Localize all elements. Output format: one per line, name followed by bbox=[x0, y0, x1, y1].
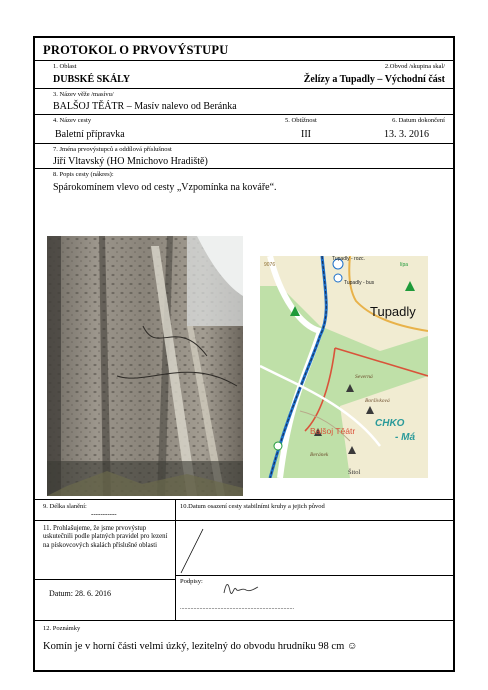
map-chko2-label: - Má bbox=[395, 432, 415, 443]
map-borsivkova-label: Boršívková bbox=[365, 398, 390, 404]
osazeni-label: 10.Datum osazení cesty stabilními kruhy a jejich původ bbox=[180, 503, 325, 510]
slaneni-label: 9. Délka slanění: bbox=[43, 503, 87, 510]
obvod-label: 2.Obvod /skupina skal/ bbox=[384, 63, 445, 70]
popis-value: Spárokomínem vlevo od cesty „Vzpomínka na kováře“. bbox=[53, 182, 277, 193]
podpisy-label: Podpisy: bbox=[180, 578, 203, 585]
vez-value: BALŠOJ TĚÁTR – Masív nalevo od Beránka bbox=[53, 101, 237, 112]
map-bus1-label: Tupadly - rozc. bbox=[332, 256, 365, 262]
tower-row bbox=[35, 89, 453, 115]
map-place-label: Tupadly bbox=[370, 304, 416, 319]
map-sitol-label: Šitol bbox=[348, 469, 361, 476]
signature-dots: ............................................................................ bbox=[180, 605, 294, 611]
signature-scribble bbox=[220, 577, 260, 601]
vez-label: 3. Název věže /masívu/ bbox=[53, 91, 114, 98]
form-title: PROTOKOL O PRVOVÝSTUPU bbox=[43, 43, 229, 57]
datum-label: 6. Datum dokončení bbox=[392, 117, 445, 124]
obvod-value: Želízy a Tupadly – Východní část bbox=[303, 74, 445, 85]
poznamky-label: 12. Poznámky bbox=[43, 625, 81, 632]
rappel-row bbox=[35, 500, 453, 521]
datum-value: 13. 3. 2016 bbox=[384, 129, 429, 140]
cesta-label: 4. Název cesty bbox=[53, 117, 92, 124]
location-map bbox=[260, 256, 428, 478]
map-road-number: 9076 bbox=[264, 262, 276, 268]
route-row bbox=[35, 115, 453, 144]
rock-photo bbox=[47, 236, 243, 496]
protocol-form bbox=[33, 36, 455, 672]
slaneni-value: ----------- bbox=[91, 510, 117, 518]
strike-line bbox=[175, 521, 235, 579]
rock-photo-image bbox=[47, 236, 243, 496]
oblast-label: 1. Oblast bbox=[53, 63, 77, 70]
declaration-row bbox=[35, 521, 453, 621]
location-map-image bbox=[260, 256, 428, 478]
prvovystupci-label: 7. Jména prvovýstupců a oddílová příslušnost bbox=[53, 146, 172, 153]
map-severna-label: Severná bbox=[355, 374, 373, 380]
title-row bbox=[35, 38, 453, 61]
prohlaseni-label: 11. Prohlašujeme, že jsme prvovýstup uskutečnili podle platných pravidel pro lezení na pískovcových skalách příslušné oblasti bbox=[43, 525, 168, 549]
obtiznost-label: 5. Obtížnost bbox=[285, 117, 317, 124]
podpis-datum: Datum: 28. 6. 2016 bbox=[49, 589, 111, 598]
map-lipa-label: lípa bbox=[400, 262, 409, 268]
map-target-label: Balšoj Těátr bbox=[310, 426, 356, 436]
area-row bbox=[35, 61, 453, 89]
oblast-value: DUBSKÉ SKÁLY bbox=[53, 74, 131, 85]
prvovystupci-value: Jiří Vltavský (HO Mnichovo Hradiště) bbox=[53, 156, 208, 167]
popis-label: 8. Popis cesty (nákres): bbox=[53, 171, 114, 178]
map-beranek-label: Beránek bbox=[310, 452, 329, 458]
obtiznost-value: III bbox=[301, 129, 311, 140]
map-bus2-label: Tupadly - bus bbox=[344, 280, 375, 286]
map-chko-label: CHKO bbox=[375, 418, 405, 429]
cesta-value: Baletní přípravka bbox=[55, 129, 125, 140]
climbers-row bbox=[35, 144, 453, 169]
poznamky-value: Komín je v horní části velmi úzký, lezitelný do obvodu hrudníku 98 cm ☺ bbox=[43, 641, 358, 652]
notes-row bbox=[35, 621, 453, 670]
